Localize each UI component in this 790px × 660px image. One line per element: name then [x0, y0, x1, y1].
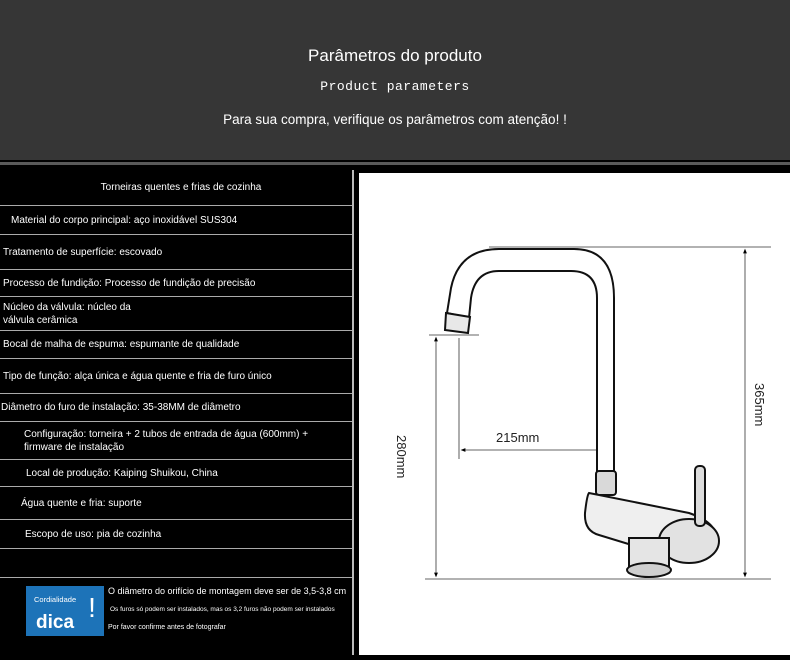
row-text: Bocal de malha de espuma: espumante de qualidade: [3, 339, 240, 350]
table-row: [0, 331, 352, 359]
row-text: Núcleo da válvula: núcleo da válvula cerâmica: [3, 301, 131, 326]
page-subtitle: Product parameters: [320, 79, 470, 94]
table-row: [0, 359, 352, 394]
tip-line-2: Os furos só podem ser instalados, mas os 3,2 furos não podem ser instalados: [110, 606, 335, 613]
header-banner: [0, 0, 790, 160]
faucet-diagram: [359, 173, 790, 655]
table-row: [0, 206, 352, 235]
page-title: Parâmetros do produto: [308, 46, 482, 65]
header-note: Para sua compra, verifique os parâmetros com atenção! !: [223, 112, 567, 127]
tip-line-1: O diâmetro do orifício de montagem deve ser de 3,5-3,8 cm: [108, 586, 347, 596]
table-row: [0, 460, 352, 487]
tip-badge-title: dica: [36, 612, 75, 633]
dimension-label-280: 280mm: [394, 435, 409, 479]
row-text: Local de produção: Kaiping Shuikou, China: [26, 467, 218, 479]
table-row: [0, 270, 352, 297]
dimension-label-365: 365mm: [752, 383, 767, 427]
header-divider: [0, 162, 790, 165]
faucet-outline: [445, 249, 719, 577]
table-row: [0, 394, 352, 422]
exclamation-icon: !: [80, 586, 104, 636]
row-text: Tipo de função: alça única e água quente e fria de furo único: [3, 370, 272, 382]
row-text: Torneiras quentes e frias de cozinha: [100, 182, 262, 193]
table-row: [0, 235, 352, 270]
table-row: [0, 422, 352, 460]
faucet-drawing-panel: [359, 173, 790, 655]
table-row: [0, 520, 352, 549]
tip-line-3: Por favor confirme antes de fotografar: [108, 624, 226, 631]
dimension-label-215: 215mm: [496, 430, 540, 445]
row-text: Escopo de uso: pia de cozinha: [25, 528, 162, 540]
row-text: Configuração: torneira + 2 tubos de entrada de água (600mm) + firmware de instalação: [24, 428, 309, 453]
row-text: Material do corpo principal: aço inoxidável SUS304: [11, 214, 238, 226]
tip-badge-label: Cordialidade: [34, 595, 77, 604]
row-text: Diâmetro do furo de instalação: 35-38MM de diâmetro: [1, 402, 241, 413]
table-row-empty: [0, 549, 352, 578]
table-row: [0, 297, 352, 331]
table-row: [0, 487, 352, 520]
table-row: [0, 170, 352, 206]
row-text: Tratamento de superfície: escovado: [3, 246, 163, 258]
parameters-table: [0, 170, 354, 655]
row-text: Água quente e fria: suporte: [21, 497, 142, 509]
row-text: Processo de fundição: Processo de fundição de precisão: [3, 277, 256, 289]
